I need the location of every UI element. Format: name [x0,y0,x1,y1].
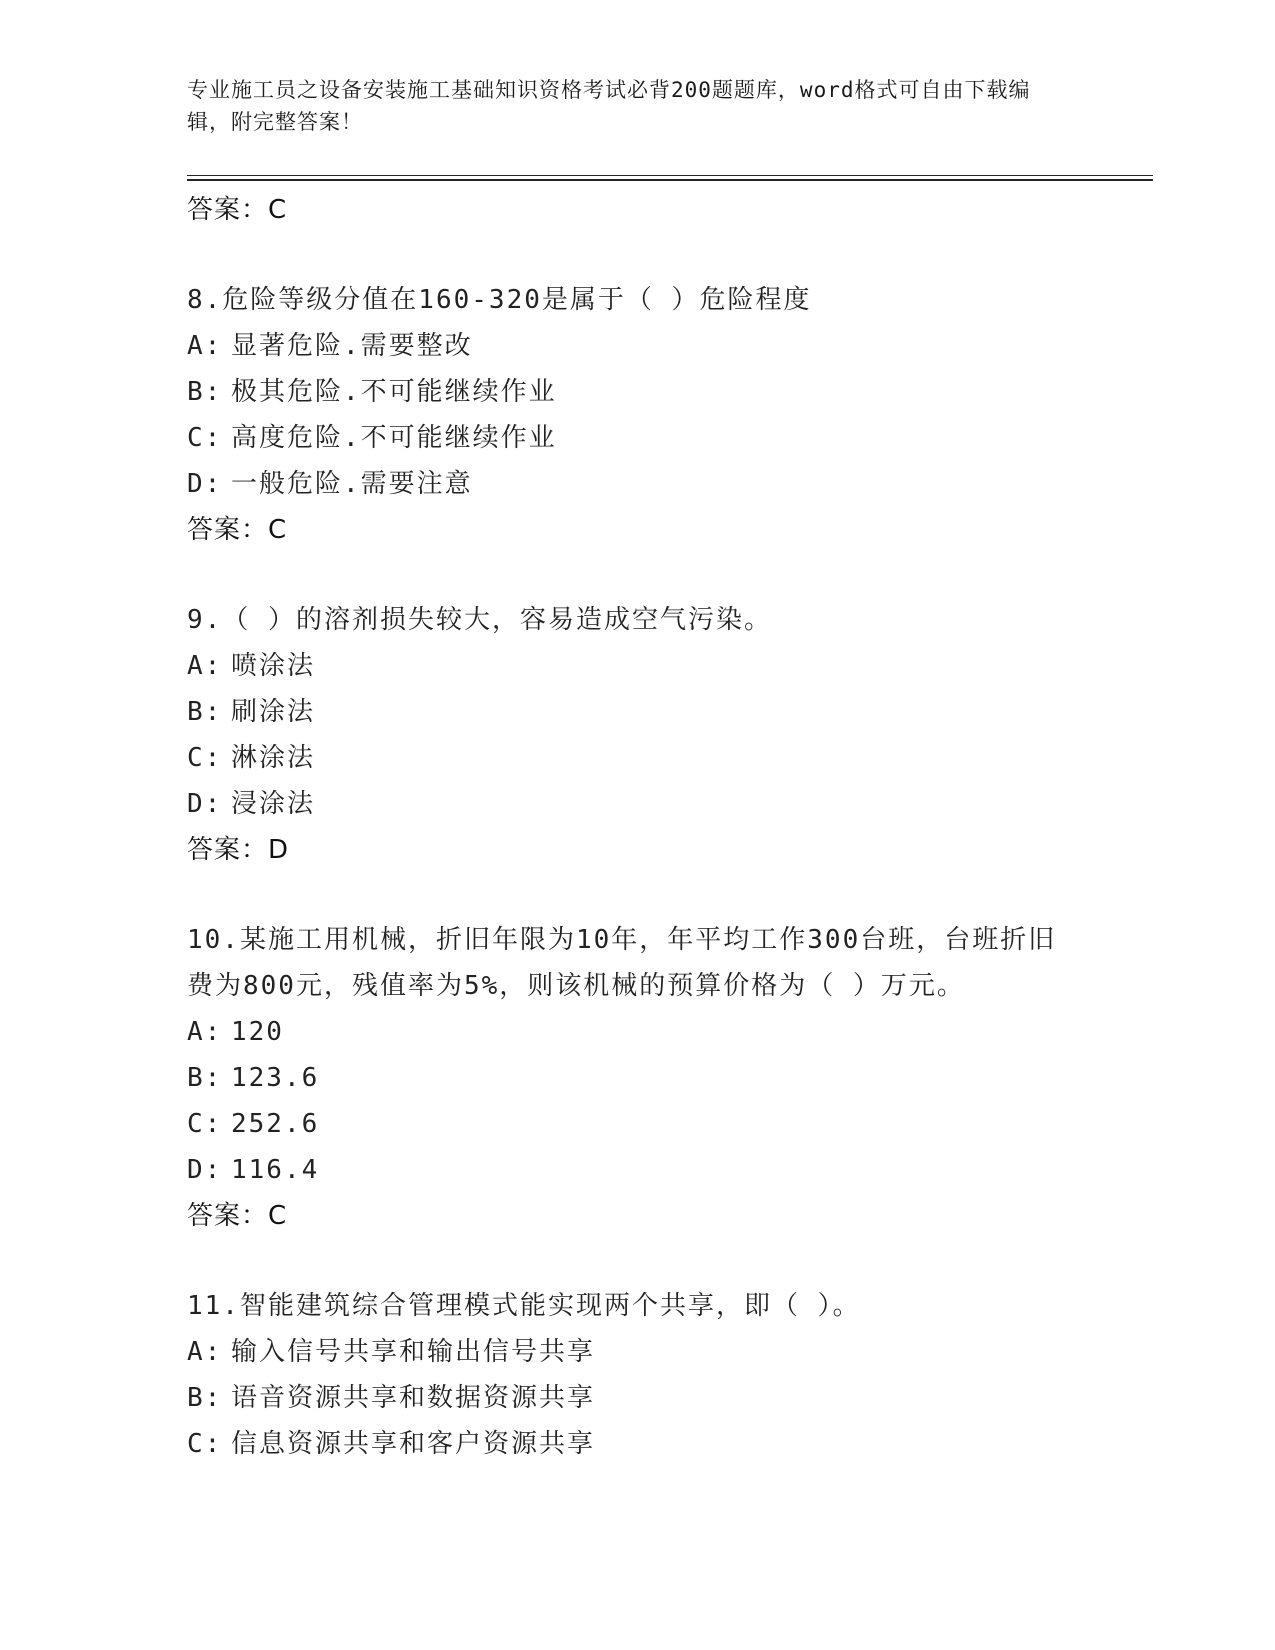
option-text: 高度危险.不可能继续作业 [231,423,557,453]
option-key: D: [187,789,223,819]
option-a [187,323,1067,369]
option-b [187,1055,1067,1101]
spacer [187,233,1067,277]
answer-line: 答案：C [187,1201,288,1231]
option-c [187,1101,1067,1147]
option-text: 语音资源共享和数据资源共享 [231,1383,596,1413]
spacer [187,553,1067,597]
option-text: 输入信号共享和输出信号共享 [231,1337,596,1367]
question-list [187,187,1067,1467]
spacer [187,1239,1067,1283]
option-text: 252.6 [231,1109,320,1139]
option-a [187,1009,1067,1055]
page-header: 专业施工员之设备安装施工基础知识资格考试必背200题题库，word格式可自由下载编辑，附完整答案！ [187,78,1031,134]
header-divider-thin [187,175,1153,176]
option-key: A: [187,1337,223,1367]
option-key: D: [187,469,223,499]
option-text: 显著危险.需要整改 [231,331,473,361]
option-text: 120 [231,1017,284,1047]
option-b [187,689,1067,735]
option-key: A: [187,651,223,681]
option-text: 刷涂法 [231,697,316,727]
question-text: 11.智能建筑综合管理模式能实现两个共享，即（ ）。 [187,1291,861,1321]
option-key: C: [187,743,223,773]
option-text: 喷涂法 [231,651,316,681]
option-d [187,461,1067,507]
option-text: 浸涂法 [231,789,316,819]
option-b [187,369,1067,415]
header-divider-thick [187,179,1153,181]
option-key: A: [187,331,223,361]
question-text: 9.（ ）的溶剂损失较大，容易造成空气污染。 [187,605,772,635]
option-a [187,643,1067,689]
option-text: 极其危险.不可能继续作业 [231,377,557,407]
question-text: 8.危险等级分值在160-320是属于（ ）危险程度 [187,285,812,315]
option-d [187,781,1067,827]
spacer [187,873,1067,917]
option-key: A: [187,1017,223,1047]
answer-line: 答案：D [187,835,290,865]
option-key: C: [187,1429,223,1459]
option-text: 123.6 [231,1063,320,1093]
option-key: B: [187,377,223,407]
option-key: B: [187,697,223,727]
option-b [187,1375,1067,1421]
option-c [187,415,1067,461]
option-a [187,1329,1067,1375]
option-text: 116.4 [231,1155,320,1185]
option-text: 淋涂法 [231,743,316,773]
option-key: D: [187,1155,223,1185]
answer-line: 答案：C [187,195,288,225]
option-text: 信息资源共享和客户资源共享 [231,1429,596,1459]
option-key: B: [187,1383,223,1413]
option-text: 一般危险.需要注意 [231,469,473,499]
answer-line: 答案：C [187,515,288,545]
option-key: C: [187,423,223,453]
option-c [187,735,1067,781]
question-text: 10.某施工用机械，折旧年限为10年，年平均工作300台班，台班折旧费为800元，残值率为5%，则该机械的预算价格为（ ）万元。 [187,925,1057,1001]
option-key: C: [187,1109,223,1139]
option-key: B: [187,1063,223,1093]
option-c [187,1421,1067,1467]
option-d [187,1147,1067,1193]
